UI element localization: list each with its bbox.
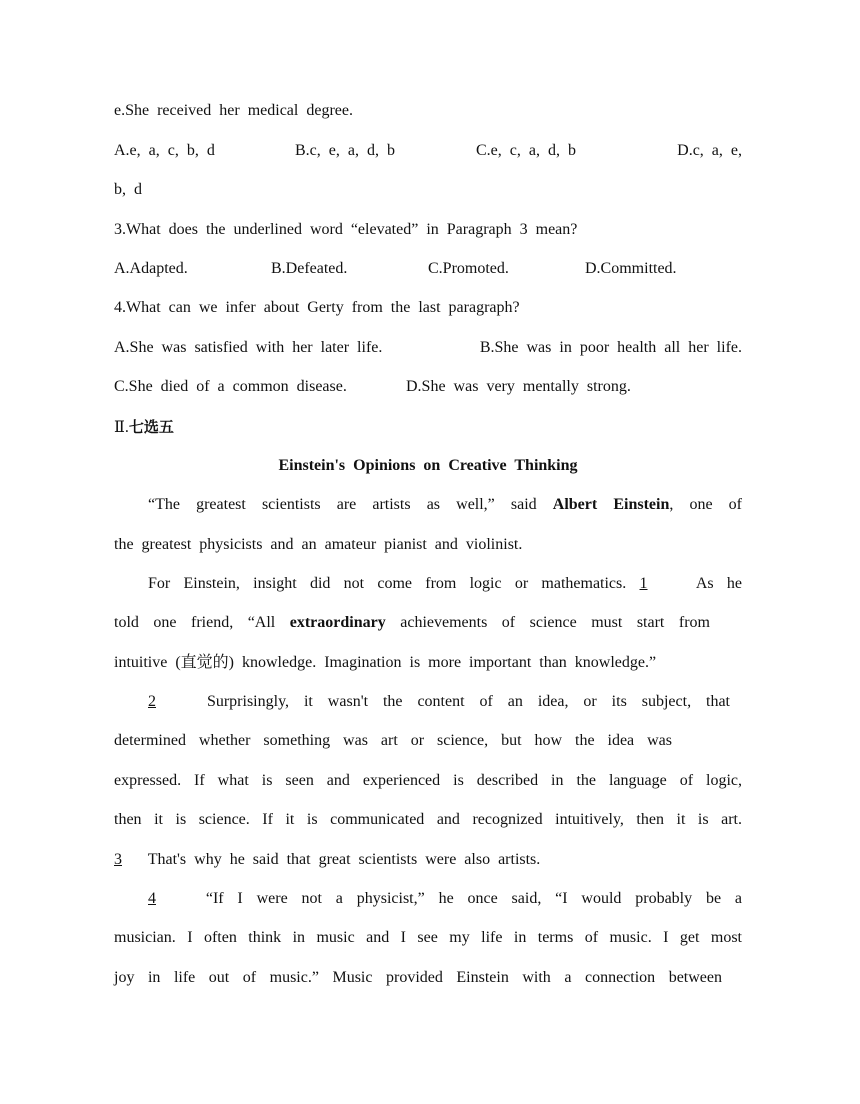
question-2-options bbox=[114, 139, 742, 163]
q2-option-a[interactable]: A.e, a, c, b, d bbox=[114, 142, 215, 159]
question-4-stem: 4.What can we infer about Gerty from the last paragraph? bbox=[114, 299, 520, 316]
paragraph-3-line-3: expressed. If what is seen and experienced is described in the language of logic, bbox=[114, 772, 742, 789]
paragraph-3-line-5: 3 That's why he said that great scientists were also artists. bbox=[114, 848, 742, 872]
question-3-stem: 3.What does the underlined word “elevated” in Paragraph 3 mean? bbox=[114, 221, 578, 238]
passage-title: Einstein's Opinions on Creative Thinking bbox=[278, 457, 578, 474]
q2-option-d[interactable]: D.c, a, e, bbox=[677, 142, 742, 159]
q4-option-d[interactable]: D.She was very mentally strong. bbox=[406, 378, 631, 395]
paragraph-1-line-1: “The greatest scientists are artists as well,” said Albert Einstein, one of bbox=[148, 496, 742, 513]
q4-option-c[interactable]: C.She died of a common disease. bbox=[114, 378, 347, 395]
paragraph-3-line-4: then it is science. If it is communicated and recognized intuitively, then it is art. bbox=[114, 811, 742, 828]
q3-option-a[interactable]: A.Adapted. bbox=[114, 260, 188, 277]
q3-option-d[interactable]: D.Committed. bbox=[585, 260, 677, 277]
section-heading bbox=[114, 415, 742, 439]
paragraph-4-line-2: musician. I often think in music and I see my life in terms of music. I get most bbox=[114, 929, 742, 946]
question-4-options-row-1 bbox=[114, 336, 742, 360]
paragraph-2-line-2: told one friend, “All extraordinary achievements of science must start from bbox=[114, 614, 710, 631]
paragraph-2-line-1: For Einstein, insight did not come from logic or mathematics. 1 As he bbox=[148, 572, 742, 596]
blank-4[interactable]: 4 bbox=[148, 890, 156, 907]
question-2-options-wrap: b, d bbox=[114, 181, 142, 198]
q2-option-c[interactable]: C.e, c, a, d, b bbox=[476, 142, 576, 159]
blank-1[interactable]: 1 bbox=[639, 575, 648, 592]
question-2-option-e: e.She received her medical degree. bbox=[114, 102, 353, 119]
paragraph-4-line-1: 4 “If I were not a physicist,” he once said, “I would probably be a bbox=[148, 887, 742, 911]
q2-option-b[interactable]: B.c, e, a, d, b bbox=[295, 142, 395, 159]
section-title: 七选五 bbox=[128, 418, 174, 436]
paragraph-4-line-3: joy in life out of music.” Music provided Einstein with a connection between bbox=[114, 969, 722, 986]
q4-option-a[interactable]: A.She was satisfied with her later life. bbox=[114, 339, 383, 356]
paragraph-1-line-2: the greatest physicists and an amateur pianist and violinist. bbox=[114, 536, 523, 553]
paragraph-2-line-3: intuitive (直觉的) knowledge. Imagination is more important than knowledge.” bbox=[114, 654, 657, 671]
q3-option-b[interactable]: B.Defeated. bbox=[271, 260, 348, 277]
q4-option-b[interactable]: B.She was in poor health all her life. bbox=[479, 339, 742, 356]
blank-3[interactable]: 3 bbox=[114, 851, 122, 868]
question-4-options-row-2 bbox=[114, 375, 742, 399]
paragraph-3-line-2: determined whether something was art or science, but how the idea was bbox=[114, 732, 672, 749]
q3-option-c[interactable]: C.Promoted. bbox=[428, 260, 509, 277]
blank-2[interactable]: 2 bbox=[148, 693, 156, 710]
paragraph-3-line-1: 2 Surprisingly, it wasn't the content of an idea, or its subject, that bbox=[148, 690, 730, 714]
section-numeral: Ⅱ. bbox=[114, 419, 129, 436]
question-3-options bbox=[114, 257, 742, 281]
